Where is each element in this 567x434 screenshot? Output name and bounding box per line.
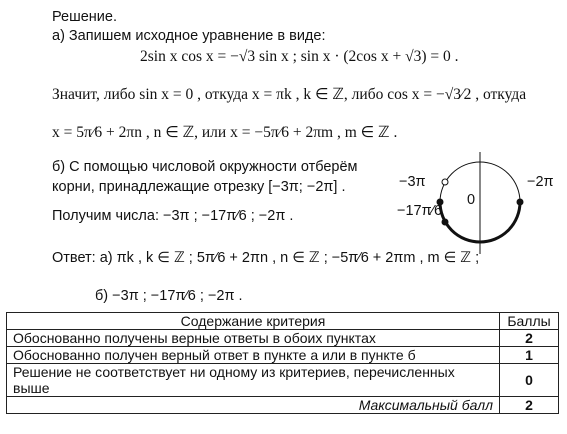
criteria-points: 1 [500, 347, 559, 364]
point-5pi-6-open [442, 179, 448, 185]
part-b-line2: корни, принадлежащие отрезку [−3π; −2π] . [52, 179, 346, 195]
numbers-line: Получим числа: −3π ; −17π⁄6 ; −2π . [52, 208, 294, 224]
criteria-header-points: Баллы [500, 313, 559, 330]
criteria-row [7, 364, 559, 397]
criteria-points: 0 [500, 364, 559, 397]
criteria-header-row [7, 313, 559, 330]
answer-b: б) −3π ; −17π⁄6 ; −2π . [95, 288, 243, 304]
criteria-text: Обоснованно получен верный ответ в пункте а или в пункте б [7, 347, 500, 364]
criteria-text: Решение не соответствует ни одному из критериев, перечисленных выше [7, 364, 500, 397]
part-a-intro: а) Запишем исходное уравнение в виде: [52, 28, 326, 44]
criteria-text: Обоснованно получены верные ответы в обоих пунктах [7, 330, 500, 347]
part-b-line1: б) С помощью числовой окружности отберём [52, 159, 358, 175]
label-minus-17pi-6: −17π⁄6 [397, 203, 443, 219]
number-circle-figure [395, 150, 567, 260]
criteria-row [7, 330, 559, 347]
label-minus-2pi: −2π [527, 174, 554, 190]
criteria-max-label: Максимальный балл [7, 397, 500, 414]
solution-heading: Решение. [52, 9, 117, 25]
main-equation: 2sin x cos x = −√3 sin x ; sin x · (2cos x + √3) = 0 . [140, 48, 459, 65]
criteria-points: 2 [500, 330, 559, 347]
label-zero: 0 [467, 192, 476, 208]
criteria-header-content: Содержание критерия [7, 313, 500, 330]
criteria-max-points: 2 [500, 397, 559, 414]
answer-a: Ответ: а) πk , k ∈ ℤ ; 5π⁄6 + 2πn , n ∈ ℤ ; −5π⁄6 + 2πm , m ∈ ℤ ; [52, 250, 480, 266]
line-roots: x = 5π⁄6 + 2πn , n ∈ ℤ, или x = −5π⁄6 + 2πm , m ∈ ℤ . [52, 124, 398, 141]
point-minus-17pi-6 [442, 219, 449, 226]
line-means: Значит, либо sin x = 0 , откуда x = πk , k ∈ ℤ, либо cos x = −√3⁄2 , откуда [52, 86, 527, 103]
point-minus-2pi [517, 199, 524, 206]
criteria-max-row [7, 397, 559, 414]
label-minus-3pi: −3π [399, 174, 426, 190]
criteria-table [6, 312, 559, 414]
criteria-row [7, 347, 559, 364]
